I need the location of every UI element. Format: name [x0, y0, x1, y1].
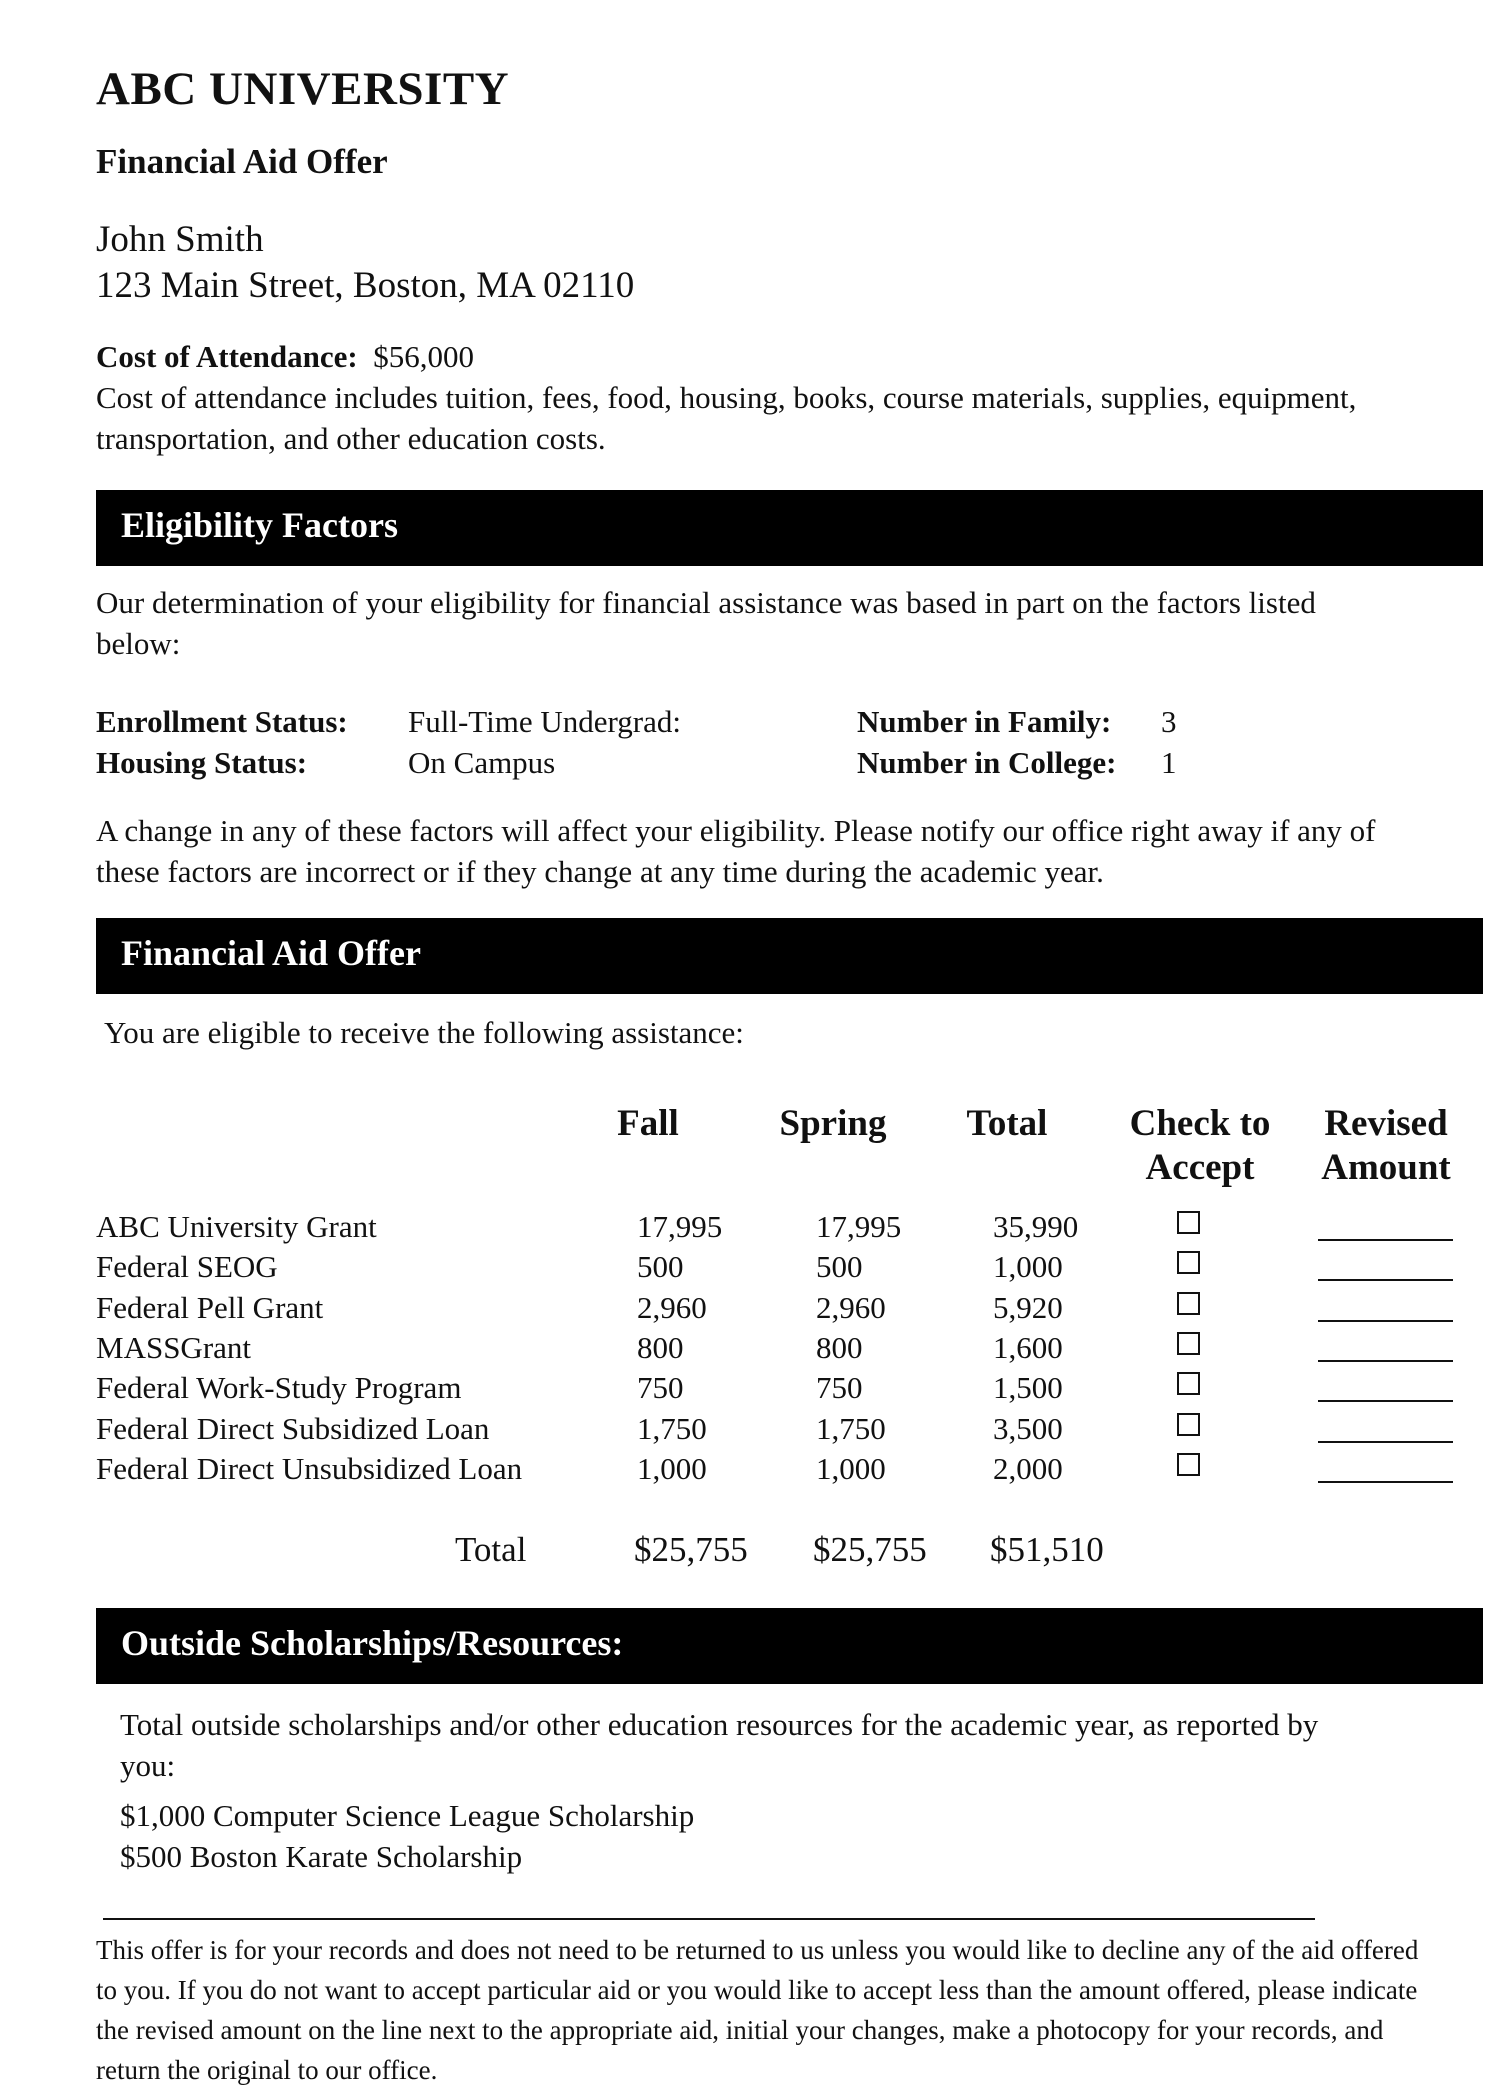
outside-item: $1,000 Computer Science League Scholarship: [120, 1798, 695, 1833]
aid-fall: 1,000: [637, 1451, 707, 1486]
document-subtitle: Financial Aid Offer: [96, 142, 388, 181]
enrollment-label: Enrollment Status:: [96, 704, 348, 739]
col-fall-header: Fall: [617, 1103, 679, 1144]
accept-checkbox[interactable]: [1177, 1332, 1200, 1355]
total-fall: $25,755: [634, 1530, 748, 1569]
revised-amount-line[interactable]: [1318, 1320, 1453, 1322]
aid-spring: 500: [816, 1249, 863, 1284]
aid-name: Federal Work-Study Program: [96, 1370, 462, 1405]
aid-spring: 800: [816, 1330, 863, 1365]
aid-fall: 2,960: [637, 1290, 707, 1325]
col-total-header: Total: [966, 1103, 1048, 1144]
col-spring-header: Spring: [779, 1103, 887, 1144]
col-revised-header: [1306, 1102, 1466, 1190]
aid-spring: 750: [816, 1370, 863, 1405]
cost-label: Cost of Attendance:: [96, 339, 358, 374]
student-name: John Smith: [96, 219, 264, 260]
family-label: Number in Family:: [857, 704, 1112, 739]
total-label: Total: [455, 1530, 527, 1569]
aid-fall: 17,995: [637, 1209, 723, 1244]
eligibility-intro: Our determination of your eligibility for financial assistance was based in part on the factors listed below:: [96, 585, 1316, 661]
cost-value: $56,000: [373, 339, 474, 374]
aid-name: ABC University Grant: [96, 1209, 377, 1244]
revised-amount-line[interactable]: [1318, 1481, 1453, 1483]
outside-heading: Outside Scholarships/Resources:: [96, 1608, 1483, 1684]
family-value: 3: [1161, 704, 1177, 739]
aid-total: 1,600: [993, 1330, 1063, 1365]
aid-spring: 1,750: [816, 1411, 886, 1446]
col-revised-line1: Revised: [1324, 1103, 1448, 1144]
housing-label: Housing Status:: [96, 745, 308, 780]
aid-fall: 750: [637, 1370, 684, 1405]
aid-total: 3,500: [993, 1411, 1063, 1446]
accept-checkbox[interactable]: [1177, 1453, 1200, 1476]
aid-spring: 17,995: [816, 1209, 902, 1244]
aid-name: MASSGrant: [96, 1330, 252, 1365]
aid-spring: 2,960: [816, 1290, 886, 1325]
total-all: $51,510: [990, 1530, 1104, 1569]
enrollment-value: Full-Time Undergrad:: [408, 704, 681, 739]
revised-amount-line[interactable]: [1318, 1400, 1453, 1402]
aid-total: 1,000: [993, 1249, 1063, 1284]
college-label: Number in College:: [857, 745, 1117, 780]
col-check-line2: Accept: [1145, 1147, 1255, 1188]
accept-checkbox[interactable]: [1177, 1372, 1200, 1395]
aid-fall: 800: [637, 1330, 684, 1365]
accept-checkbox[interactable]: [1177, 1413, 1200, 1436]
col-check-header: [1115, 1102, 1285, 1190]
footer-divider: [103, 1918, 1315, 1920]
eligibility-notice: A change in any of these factors will affect your eligibility. Please notify our office right away if any of these factors are incorrect or if they change at any time during the academic year.: [96, 813, 1376, 889]
col-revised-line2: Amount: [1321, 1147, 1451, 1188]
aid-name: Federal Pell Grant: [96, 1290, 324, 1325]
eligibility-heading: Eligibility Factors: [96, 490, 1483, 566]
aid-total: 2,000: [993, 1451, 1063, 1486]
revised-amount-line[interactable]: [1318, 1239, 1453, 1241]
footnote: This offer is for your records and does not need to be returned to us unless you would like to decline any of the aid offered to you. If you do not want to accept particular aid or you would like to accept less than the amount offered, please indicate the revised amount on the line next to the appropriate aid, initial your changes, make a photocopy for your records, and return the original to our office.: [96, 1935, 1419, 2085]
total-spring: $25,755: [813, 1530, 927, 1569]
cost-of-attendance: [96, 336, 1476, 377]
outside-intro: Total outside scholarships and/or other education resources for the academic year, as reported by you:: [120, 1707, 1319, 1783]
aid-spring: 1,000: [816, 1451, 886, 1486]
accept-checkbox[interactable]: [1177, 1211, 1200, 1234]
revised-amount-line[interactable]: [1318, 1279, 1453, 1281]
revised-amount-line[interactable]: [1318, 1360, 1453, 1362]
aid-total: 35,990: [993, 1209, 1079, 1244]
offer-intro: You are eligible to receive the following assistance:: [104, 1015, 744, 1050]
col-check-line1: Check to: [1129, 1103, 1271, 1144]
college-value: 1: [1161, 745, 1177, 780]
university-name: ABC UNIVERSITY: [96, 63, 510, 115]
accept-checkbox[interactable]: [1177, 1251, 1200, 1274]
aid-name: Federal SEOG: [96, 1249, 278, 1284]
revised-amount-line[interactable]: [1318, 1441, 1453, 1443]
aid-total: 5,920: [993, 1290, 1063, 1325]
cost-description: Cost of attendance includes tuition, fees, food, housing, books, course materials, supplies, equipment, transportation, and other education costs.: [96, 380, 1357, 456]
housing-value: On Campus: [408, 745, 556, 780]
aid-name: Federal Direct Subsidized Loan: [96, 1411, 490, 1446]
aid-fall: 500: [637, 1249, 684, 1284]
aid-total: 1,500: [993, 1370, 1063, 1405]
aid-name: Federal Direct Unsubsidized Loan: [96, 1451, 523, 1486]
accept-checkbox[interactable]: [1177, 1292, 1200, 1315]
outside-item: $500 Boston Karate Scholarship: [120, 1839, 523, 1874]
offer-heading: Financial Aid Offer: [96, 918, 1483, 994]
aid-fall: 1,750: [637, 1411, 707, 1446]
student-address: 123 Main Street, Boston, MA 02110: [96, 265, 635, 306]
